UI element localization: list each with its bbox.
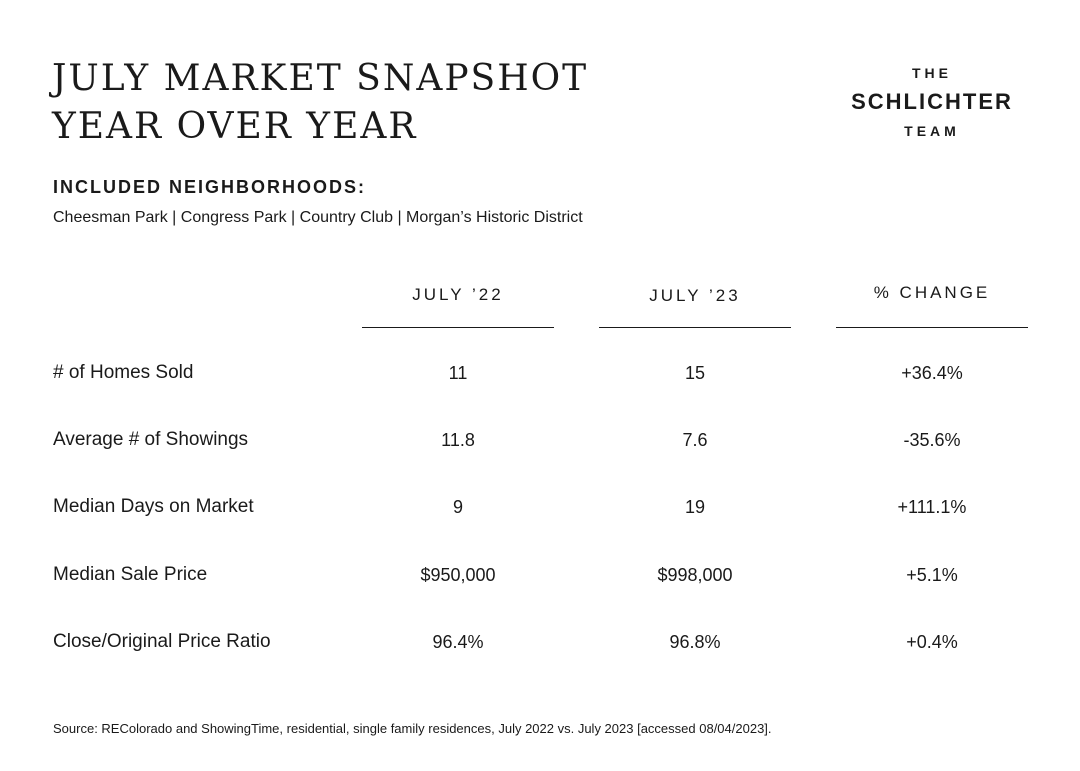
column-header-change: % CHANGE [873, 283, 991, 302]
table-row [0, 492, 1080, 522]
page-title-line-1: JULY MARKET SNAPSHOT [52, 58, 589, 99]
row-label: # of Homes Sold [53, 362, 194, 383]
logo-bottom-text: TEAM [904, 123, 960, 139]
row-label: Median Days on Market [53, 496, 254, 517]
row-value-change: +111.1% [897, 497, 967, 517]
table-row [0, 358, 1080, 388]
row-value-july-22: $950,000 [420, 565, 496, 585]
row-value-july-23: $998,000 [657, 565, 733, 585]
row-value-change: +36.4% [901, 363, 963, 383]
column-header-july-23: JULY ’23 [649, 286, 741, 305]
row-value-july-23: 7.6 [682, 430, 708, 450]
brand-logo [842, 64, 1022, 140]
row-value-july-23: 96.8% [669, 632, 721, 652]
column-divider [836, 327, 1028, 328]
row-value-july-23: 19 [684, 497, 706, 517]
row-value-july-22: 11 [448, 363, 468, 383]
row-value-july-22: 96.4% [432, 632, 484, 652]
row-value-july-23: 15 [684, 363, 706, 383]
row-value-july-22: 9 [452, 497, 463, 517]
column-divider [599, 327, 791, 328]
table-row [0, 560, 1080, 590]
source-note: Source: REColorado and ShowingTime, residential, single family residences, July 2022 vs. July 2023 [accessed 08/04/2023]. [53, 721, 772, 736]
logo-main-text: SCHLICHTER [851, 89, 1013, 114]
row-label: Close/Original Price Ratio [53, 631, 271, 652]
page-title-line-2: YEAR OVER YEAR [52, 106, 418, 147]
row-value-change: +5.1% [906, 565, 958, 585]
column-divider [362, 327, 554, 328]
column-header-july-22: JULY ’22 [412, 285, 504, 304]
table-row [0, 425, 1080, 455]
row-value-change: -35.6% [903, 430, 961, 450]
row-label: Median Sale Price [53, 564, 208, 585]
row-value-change: +0.4% [906, 632, 958, 652]
neighborhoods-list: Cheesman Park | Congress Park | Country Club | Morgan’s Historic District [53, 209, 583, 226]
table-row [0, 627, 1080, 657]
neighborhoods-heading: INCLUDED NEIGHBORHOODS: [53, 177, 367, 197]
logo-top-text: THE [912, 65, 952, 81]
row-value-july-22: 11.8 [441, 430, 475, 450]
row-label: Average # of Showings [53, 429, 249, 450]
